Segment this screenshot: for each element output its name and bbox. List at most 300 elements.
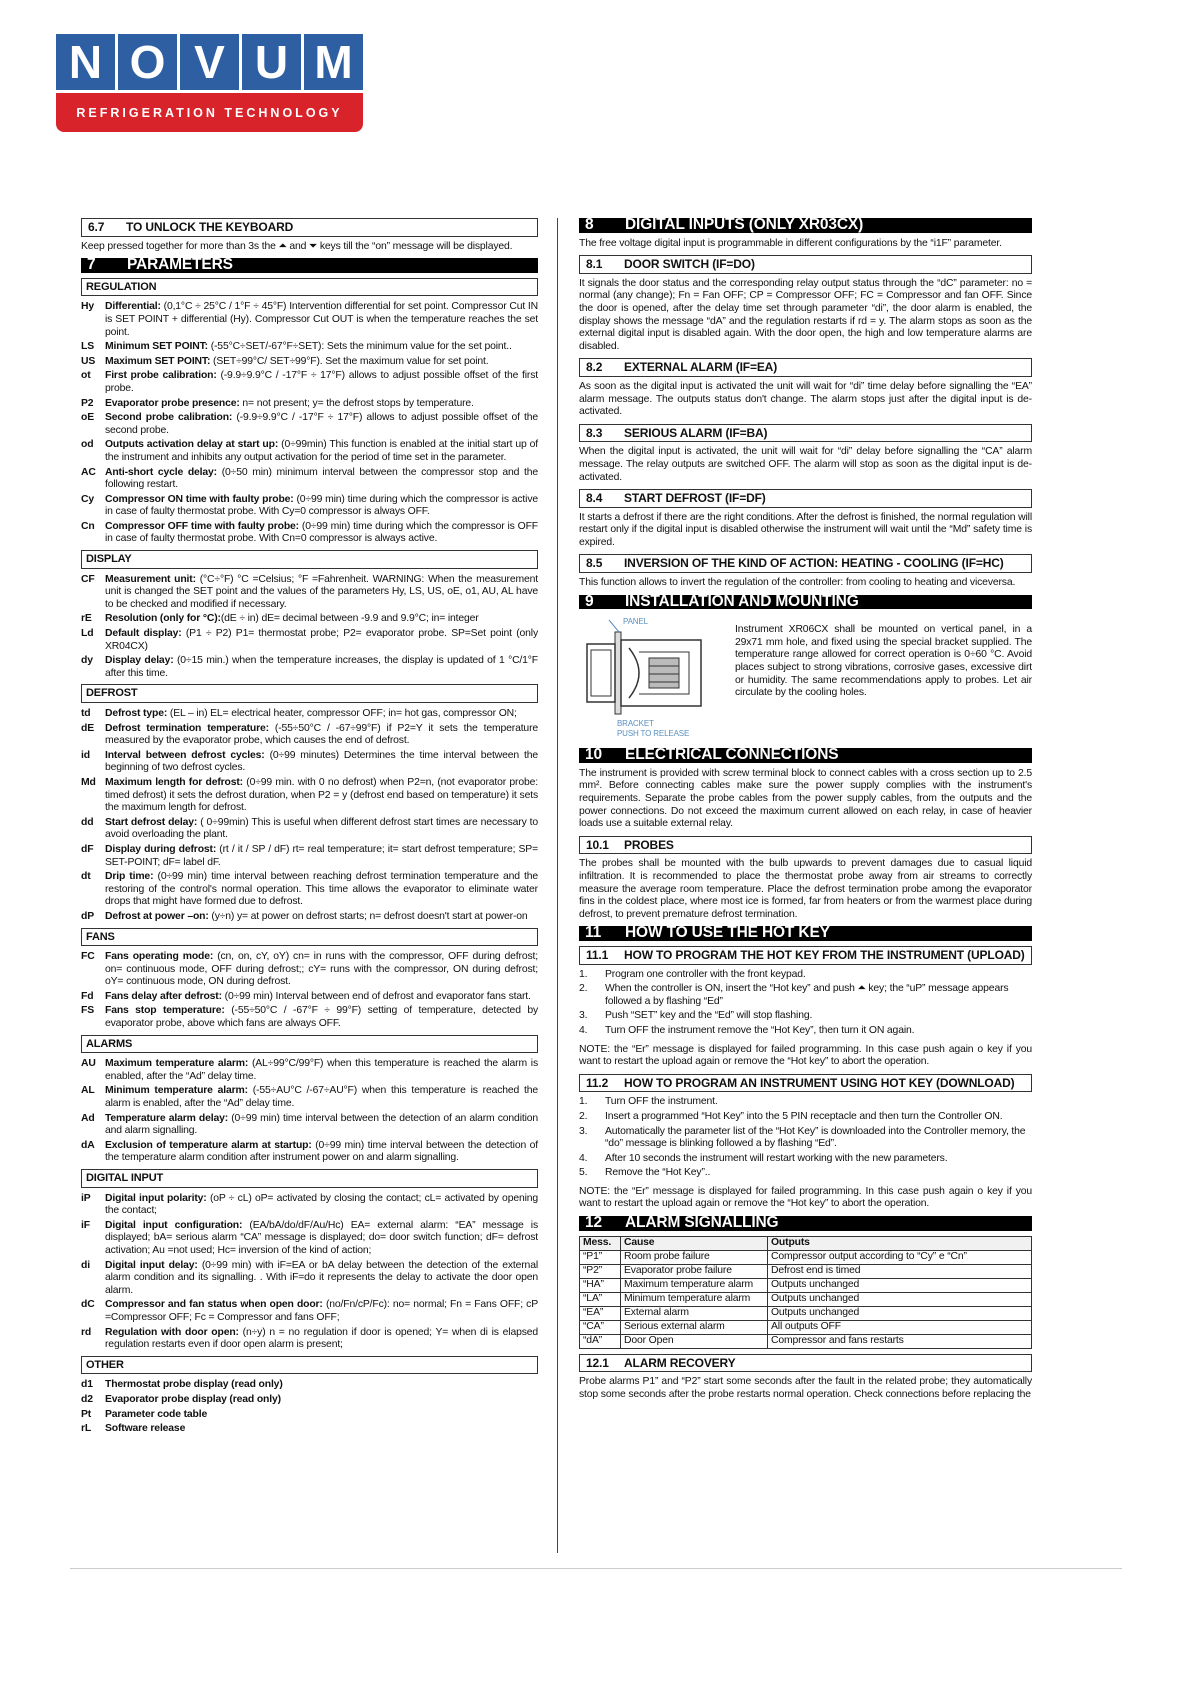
section-title: TO UNLOCK THE KEYBOARD	[126, 220, 294, 234]
param-row	[81, 911, 538, 924]
param-code: iP	[81, 1192, 91, 1204]
regulation-heading: REGULATION	[81, 278, 538, 297]
alarm-row	[580, 1264, 1032, 1278]
param-description	[105, 398, 538, 411]
logo-letter: O	[118, 34, 177, 90]
alarm-outputs: Defrost end is timed	[768, 1264, 1032, 1278]
param-code: Hy	[81, 301, 94, 313]
param-description	[105, 750, 538, 775]
param-detail: (rt / it / SP / dF) rt= real temperature; it= start defrost temperature; SP= SET-POINT; dF= label dF.	[105, 843, 538, 868]
param-description	[105, 723, 538, 748]
param-code: iF	[81, 1219, 90, 1231]
param-detail: (EL – in) EL= electrical heater, compressor OFF; in= hot gas, compressor ON;	[167, 708, 517, 719]
alarm-row	[580, 1320, 1032, 1334]
section-number: 7	[87, 256, 96, 274]
section-8-1-heading	[579, 255, 1032, 274]
param-description	[105, 1260, 538, 1298]
param-detail: (0÷99 min) time interval between reaching defrost termination temperature and the restoring of the control's normal operation. This time allows the evaporator to eliminate water drops that might have formed due to defrost.	[105, 871, 538, 908]
section-8-5-text: This function allows to invert the regulation of the controller: from cooling to heating and viceversa.	[579, 577, 1016, 589]
param-row	[81, 370, 538, 395]
param-detail: (no/Fn/cP/Fc): no= normal; Fn = Fans OFF; cP =Compressor OFF; Fc = Compressor and fans OFF;	[105, 1299, 538, 1323]
step-number: 5.	[579, 1167, 588, 1179]
param-detail: n= not present; y= the defrost stops by temperature.	[239, 397, 474, 409]
param-name: Fans stop temperature:	[105, 1005, 225, 1017]
param-code: id	[81, 749, 90, 761]
param-name: Display delay:	[105, 655, 174, 667]
step-number: 2.	[579, 1110, 588, 1122]
param-detail: (-55÷50°C / -67÷99°F) if P2=Y it sets the temperature measured by the evaporator probe, which causes the end of defrost.	[105, 722, 539, 747]
alarm-outputs: Compressor and fans restarts	[768, 1334, 1032, 1348]
column-divider	[557, 218, 558, 1553]
param-detail: (oP ÷ cL) oP= activated by closing the contact; cL= activated by opening the contact;	[105, 1192, 538, 1217]
alarm-message: “dA”	[580, 1334, 621, 1348]
logo-letter: M	[304, 34, 363, 90]
regulation-params	[81, 301, 538, 546]
step-text: Insert a programmed “Hot Key” into the 5 PIN receptacle and then turn the Controller ON.	[605, 1110, 1003, 1122]
alarm-message: “EA”	[580, 1306, 621, 1320]
section-8-2-heading	[579, 358, 1032, 377]
param-description	[105, 1058, 538, 1083]
fans-params	[81, 951, 538, 1031]
param-description	[105, 991, 538, 1004]
section-number: 8.4	[586, 491, 603, 506]
param-row	[81, 1409, 538, 1422]
param-description	[105, 1379, 538, 1392]
param-code: FS	[81, 1005, 94, 1017]
section-12-1-text: Probe alarms P1” and “P2” start some seconds after the fault in the related probe; they automatically stop some seconds after the probe restarts normal operation. Check connections before replacing the	[579, 1376, 1032, 1400]
param-name: Start defrost delay:	[105, 816, 198, 828]
param-name: Exclusion of temperature alarm at startup:	[105, 1139, 312, 1151]
param-detail: (cn, on, cY, oY) cn= in runs with the compressor, OFF during defrost; on= continuous mode, OFF during defrost;; cY= runs with the compressor, ON during defrost; oY= continuous mode, ON during defrost.	[105, 951, 538, 988]
param-description	[105, 1423, 538, 1436]
step-number: 3.	[579, 1125, 588, 1137]
alarm-message: “P2”	[580, 1264, 621, 1278]
param-name: Differential:	[105, 301, 161, 313]
param-row	[81, 1193, 538, 1218]
fans-heading: FANS	[81, 928, 538, 947]
alarm-row	[580, 1278, 1032, 1292]
param-row	[81, 521, 538, 546]
alarm-cause: Evaporator probe failure	[621, 1264, 768, 1278]
param-detail: (-55°C÷SET/-67°F÷SET): Sets the minimum value for the set point..	[207, 341, 512, 353]
alarm-cause: Serious external alarm	[621, 1320, 768, 1334]
novum-logo	[56, 34, 363, 132]
param-code: Cn	[81, 520, 95, 532]
param-detail: (0÷99min) This function is enabled at the initial start up of the instrument and inhibits any output activation for the period of time set in the parameter.	[105, 439, 538, 463]
param-detail: (°C÷°F) °C =Celsius; °F =Fahrenheit. WARNING: When the measurement unit is changed the SET point and the values of the parameters Hy, LS, US, oE, o1, AU, AL have to be checked and modified if necessary.	[105, 573, 538, 610]
figure-label-push: PUSH TO RELEASE	[617, 729, 690, 739]
param-description	[105, 844, 538, 869]
param-row	[81, 467, 538, 492]
param-name: Drip time:	[105, 871, 154, 883]
logo-letter: U	[242, 34, 301, 90]
param-detail: (0÷15 min.) when the temperature increases, the display is updated of 1 °C/1°F after this time.	[105, 655, 539, 679]
param-row	[81, 439, 538, 464]
param-row	[81, 398, 538, 411]
param-description	[105, 1193, 538, 1218]
param-description	[105, 911, 538, 924]
param-detail: (0÷99 min) time during which the compressor is active in case of faulty thermostat probe. With Cy=0 compressor is always OFF.	[105, 493, 538, 518]
param-description	[105, 574, 538, 612]
digital-input-heading: DIGITAL INPUT	[81, 1169, 538, 1188]
alarm-cause: Door Open	[621, 1334, 768, 1348]
param-code: dy	[81, 655, 93, 667]
param-code: AC	[81, 466, 96, 478]
alarm-table	[579, 1236, 1032, 1349]
param-detail: (0÷99 minutes) Determines the time interval between the beginning of two defrost cycles.	[105, 749, 538, 774]
alarm-outputs: All outputs OFF	[768, 1320, 1032, 1334]
param-name: Maximum SET POINT:	[105, 355, 211, 367]
param-code: Md	[81, 776, 96, 788]
param-name: Maximum temperature alarm:	[105, 1058, 249, 1070]
alarm-outputs: Outputs unchanged	[768, 1306, 1032, 1320]
param-code: dt	[81, 871, 91, 883]
digital-input-params	[81, 1193, 538, 1352]
header-outputs: Outputs	[768, 1236, 1032, 1250]
alarm-outputs: Outputs unchanged	[768, 1292, 1032, 1306]
upload-note: NOTE: the “Er” message is displayed for failed programming. In this case push again o key if you want to restart the upload again or remove the “Hot key” to abort the operation.	[579, 1043, 1032, 1068]
param-code: Ad	[81, 1112, 95, 1124]
param-name: Defrost at power –on:	[105, 910, 209, 922]
param-detail: (AL÷99°C/99°F) when this temperature is reached the alarm is enabled, after the “Ad” delay time.	[105, 1058, 538, 1082]
step-number: 3.	[579, 1010, 588, 1022]
param-code: d1	[81, 1379, 93, 1391]
step-item	[579, 1126, 1032, 1151]
param-row	[81, 723, 538, 748]
section-title: DOOR SWITCH (IF=DO)	[624, 257, 755, 272]
param-description	[105, 1220, 538, 1258]
param-code: Fd	[81, 990, 94, 1002]
left-column	[81, 218, 538, 1438]
param-row	[81, 356, 538, 369]
alarms-params	[81, 1058, 538, 1165]
logo-letter: V	[180, 34, 239, 90]
section-number: 8.2	[586, 360, 603, 375]
param-detail: (-9.9÷9.9°C / -17°F ÷ 17°F) allows to adjust possible offset of the first probe.	[105, 370, 538, 394]
param-row	[81, 1058, 538, 1083]
param-code: d2	[81, 1393, 93, 1405]
param-row	[81, 1423, 538, 1436]
step-number: 2.	[579, 983, 588, 995]
section-8-3-heading	[579, 424, 1032, 443]
param-detail: (-55÷AU°C /-67÷AU°F) when this temperature is reached the alarm is enabled, after the “Ad” delay time.	[105, 1085, 539, 1110]
param-description	[105, 494, 538, 519]
logo-tagline: REFRIGERATION TECHNOLOGY	[56, 93, 363, 132]
param-detail: (0÷99 min) time interval between the detection of an alarm condition and alarm signalling.	[105, 1112, 538, 1137]
param-code: US	[81, 355, 96, 367]
section-number: 6.7	[88, 220, 105, 234]
param-detail: (EA/bA/do/dF/Au/Hc) EA= external alarm: “EA” message is displayed; bA= serious alarm “CA” message is displayed; do= door switch function; dF= defrost activation; Au =not used; Hc= inversion of the kind of action;	[105, 1219, 538, 1256]
param-detail: (-55÷50°C / -67°F ÷ 99°F) setting of temperature, detected by evaporator probe, above which fans are always OFF.	[105, 1005, 538, 1030]
alarm-cause: External alarm	[621, 1306, 768, 1320]
alarm-message: “HA”	[580, 1278, 621, 1292]
param-description	[105, 708, 538, 721]
section-10-1-text: The probes shall be mounted with the bulb upwards to prevent damages due to casual liquid infiltration. It is recommended to place the thermostat probe away from air streams to correctly measure the average room temperature. Place the defrost termination probe among the evaporator fins in the coldest place, where most ice is formed, far from heaters or from the warmest place during defrost, to prevent premature defrost termination.	[579, 858, 1032, 920]
param-code: Cy	[81, 493, 94, 505]
param-detail: (0,1°C ÷ 25°C / 1°F ÷ 45°F) Intervention differential for set point. Compressor Cut IN is SET POINT + differential (Hy). Compressor Cut OUT is when the temperature reaches the set point.	[105, 301, 538, 338]
step-item	[579, 1010, 1032, 1023]
param-code: dE	[81, 722, 94, 734]
alarm-row	[580, 1306, 1032, 1320]
param-detail: (y÷n) y= at power on defrost starts; n= defrost doesn't start at power-on	[208, 910, 528, 922]
param-name: Minimum temperature alarm:	[105, 1085, 248, 1097]
section-9-text: Instrument XR06CX shall be mounted on vertical panel, in a 29x71 mm hole, and fixed using the special bracket supplied. The temperature range allowed for correct operation is 0÷60 °C. Avoid places subject to strong vibrations, corrosive gases, excessive dirt or humidity. The same recommendations apply to probes. Let air circulate by the cooling holes.	[735, 624, 1032, 699]
param-description	[105, 467, 538, 492]
step-text: When the controller is ON, insert the “Hot key” and push ⏶ key; the “uP” message appears followed a by flashing “Ed”	[605, 983, 1009, 1007]
alarm-message: “CA”	[580, 1320, 621, 1334]
param-detail: (0÷99 min) time interval between the detection of the temperature alarm condition after instrument power on and alarm signalling.	[105, 1139, 538, 1164]
section-10-heading	[579, 748, 1032, 763]
section-12-heading	[579, 1216, 1032, 1231]
param-description	[105, 951, 538, 989]
section-8-heading	[579, 218, 1032, 233]
param-row	[81, 1220, 538, 1258]
param-name: Outputs activation delay at start up:	[105, 439, 279, 451]
alarm-outputs: Outputs unchanged	[768, 1278, 1032, 1292]
step-item	[579, 1096, 1032, 1109]
step-item	[579, 969, 1032, 982]
param-name: Resolution (only for °C):	[105, 613, 221, 625]
param-row	[81, 494, 538, 519]
param-name: Defrost type:	[105, 708, 168, 719]
param-description	[105, 1394, 538, 1407]
param-row	[81, 655, 538, 680]
param-row	[81, 1394, 538, 1407]
section-8-4-text: It starts a defrost if there are the right conditions. After the defrost is finished, the normal regulation will restart only if the digital input is disabled otherwise the instrument will wait until the “Md” safety time is expired.	[579, 511, 1032, 548]
param-code: AU	[81, 1058, 96, 1070]
param-description	[105, 521, 538, 546]
param-detail: (-9.9÷9.9°C / -17°F ÷ 17°F) allows to adjust possible offset of the second probe.	[105, 412, 539, 436]
param-code: rL	[81, 1423, 92, 1435]
section-8-text: The free voltage digital input is programmable in different configurations by the “i1F” parameter.	[579, 237, 1002, 249]
param-description	[105, 370, 538, 395]
param-code: dA	[81, 1139, 95, 1151]
param-description	[105, 1409, 538, 1422]
section-number: 8	[585, 216, 594, 233]
section-title: HOW TO PROGRAM AN INSTRUMENT USING HOT KEY (DOWNLOAD)	[624, 1075, 1015, 1090]
param-row	[81, 1379, 538, 1392]
alarm-message: “P1”	[580, 1250, 621, 1264]
section-number: 11	[585, 924, 602, 942]
param-description	[105, 1140, 538, 1165]
param-description	[105, 439, 538, 464]
mounting-figure	[579, 614, 719, 742]
upload-steps	[579, 969, 1032, 1038]
defrost-params	[81, 708, 538, 924]
param-code: dd	[81, 816, 94, 828]
section-7-heading	[81, 258, 538, 273]
defrost-heading: DEFROST	[81, 684, 538, 703]
alarms-heading: ALARMS	[81, 1035, 538, 1054]
param-name: Maximum length for defrost:	[105, 776, 243, 788]
param-row	[81, 613, 538, 626]
section-11-heading	[579, 926, 1032, 941]
param-name: Interval between defrost cycles:	[105, 749, 265, 761]
step-item	[579, 1153, 1032, 1166]
section-title: ALARM RECOVERY	[624, 1355, 736, 1370]
param-description	[105, 613, 538, 626]
param-name: Anti-short cycle delay:	[105, 466, 217, 478]
param-detail: (0÷99 min) time during which the compressor is OFF in case of faulty thermostat probe. With Cn=0 compressor is always active.	[105, 520, 538, 545]
param-name: Defrost termination temperature:	[105, 722, 269, 734]
section-title: START DEFROST (IF=DF)	[624, 491, 766, 506]
param-description	[105, 356, 538, 369]
param-row	[81, 1005, 538, 1030]
param-name: Display during defrost:	[105, 843, 217, 855]
display-heading: DISPLAY	[81, 550, 538, 569]
param-code: LS	[81, 341, 94, 353]
param-code: CF	[81, 573, 95, 585]
step-item	[579, 983, 1032, 1008]
section-11-2-heading	[579, 1074, 1032, 1093]
param-code: dC	[81, 1299, 95, 1311]
section-title: ALARM SIGNALLING	[625, 1214, 779, 1232]
param-name: Temperature alarm delay:	[105, 1112, 229, 1124]
param-detail: (0÷99 min) with iF=EA or bA delay between the detection of the external alarm condition and its signalling. . With iF=do it represents the delay to activate the door open alarm.	[105, 1259, 538, 1296]
param-row	[81, 991, 538, 1004]
section-number: 9	[585, 592, 594, 610]
section-number: 10.1	[586, 837, 609, 852]
param-name: Regulation with door open:	[105, 1326, 239, 1338]
alarm-table-header	[580, 1236, 1032, 1250]
section-title: ELECTRICAL CONNECTIONS	[625, 746, 839, 764]
step-item	[579, 1167, 1032, 1180]
param-detail: (dE ÷ in) dE= decimal between -9.9 and 9.9°C; in= integer	[220, 613, 479, 625]
step-text: Push “SET” key and the “Ed” will stop flashing.	[605, 1010, 813, 1022]
section-number: 11.1	[586, 947, 609, 962]
section-title: INSTALLATION AND MOUNTING	[625, 592, 859, 610]
section-10-text: The instrument is provided with screw terminal block to connect cables with a cross section up to 2.5 mm². Before connecting cables make sure the power supply complies with the instrument's requirements. Separate the probe cables from the power supply cables, from the outputs and the power connections. Do not exceed the maximum current allowed on each relay, in case of heavier loads use a suitable external relay.	[579, 767, 1032, 830]
param-name: Thermostat probe display (read only)	[105, 1379, 283, 1391]
param-name: Compressor and fan status when open door:	[105, 1299, 323, 1311]
step-item	[579, 1111, 1032, 1124]
alarm-cause: Minimum temperature alarm	[621, 1292, 768, 1306]
section-number: 12	[585, 1214, 602, 1232]
param-code: Pt	[81, 1408, 92, 1420]
param-detail: (0÷99 min) Interval between end of defrost and evaporator fans start.	[221, 990, 531, 1002]
section-8-3-text: When the digital input is activated, the unit will wait for “di” delay before signalling the “CA” alarm message. The relay outputs are switched OFF. The alarm will stop as soon as the digital input is de-activated.	[579, 446, 1032, 483]
step-item	[579, 1025, 1032, 1038]
param-description	[105, 1299, 538, 1324]
section-8-5-heading	[579, 554, 1032, 573]
section-title: DIGITAL INPUTS (ONLY XR03CX)	[625, 216, 864, 233]
param-detail: ( 0÷99min) This is useful when different defrost start times are necessary to avoid overloading the plant.	[105, 816, 538, 841]
right-column	[579, 218, 1032, 1406]
param-code: td	[81, 708, 91, 719]
download-note: NOTE: the “Er” message is displayed for failed programming. In this case push again o key if you want to restart the upload again or remove the “Hot key” to abort the operation.	[579, 1185, 1032, 1210]
section-number: 8.3	[586, 425, 603, 440]
param-description	[105, 777, 538, 815]
step-number: 1.	[579, 1096, 588, 1108]
param-detail: (P1 ÷ P2) P1= thermostat probe; P2= evaporator probe. SP=Set point (only XR04CX)	[105, 628, 538, 652]
other-heading: OTHER	[81, 1356, 538, 1375]
param-name: Parameter code table	[105, 1408, 208, 1420]
header-mess: Mess.	[580, 1236, 621, 1250]
param-row	[81, 301, 538, 339]
section-8-2-text: As soon as the digital input is activated the unit will wait for “di” time delay before signalling the “EA” alarm message. The outputs status don't change. The alarm stops just after the digital input is de-activated.	[579, 380, 1032, 418]
param-row	[81, 1085, 538, 1110]
param-code: dP	[81, 910, 94, 922]
param-name: Measurement unit:	[105, 573, 196, 585]
step-number: 1.	[579, 968, 588, 980]
header-cause: Cause	[621, 1236, 768, 1250]
param-name: Minimum SET POINT:	[105, 341, 208, 353]
section-number: 8.5	[586, 556, 603, 571]
section-title: INVERSION OF THE KIND OF ACTION: HEATING - COOLING (IF=HC)	[624, 556, 1004, 571]
param-row	[81, 844, 538, 869]
param-description	[105, 655, 538, 680]
logo-letter: N	[56, 34, 115, 90]
param-row	[81, 628, 538, 653]
section-title: SERIOUS ALARM (IF=BA)	[624, 425, 768, 440]
param-code: di	[81, 1259, 90, 1271]
param-description	[105, 412, 538, 437]
section-number: 11.2	[586, 1075, 609, 1090]
display-params	[81, 574, 538, 681]
param-name: Digital input delay:	[105, 1259, 198, 1271]
param-detail: (0÷99 min. with 0 no defrost) when P2=n, (not evaporator probe: timed defrost) it sets the defrost duration, when P2 = y (defrost end based on temperature) it sets the maximum length for defrost.	[105, 776, 538, 814]
param-row	[81, 1260, 538, 1298]
param-name: Compressor OFF time with faulty probe:	[105, 520, 299, 532]
section-12-1-heading	[579, 1354, 1032, 1373]
param-row	[81, 871, 538, 909]
step-text: Automatically the parameter list of the “Hot Key” is downloaded into the Controller memory, the “do” message is blinking followed a by flashing “Ed”.	[605, 1125, 1026, 1150]
param-description	[105, 871, 538, 909]
section-6-7-text: Keep pressed together for more than 3s the ⏶ and ⏷ keys till the “on” message will be displayed.	[81, 240, 513, 252]
param-description	[105, 1113, 538, 1138]
step-number: 4.	[579, 1152, 588, 1164]
section-title: HOW TO PROGRAM THE HOT KEY FROM THE INSTRUMENT (UPLOAD)	[624, 947, 1025, 962]
param-row	[81, 777, 538, 815]
param-description	[105, 628, 538, 653]
param-code: Ld	[81, 628, 94, 640]
param-code: AL	[81, 1085, 95, 1097]
alarm-cause: Maximum temperature alarm	[621, 1278, 768, 1292]
param-code: dF	[81, 843, 94, 855]
section-10-1-heading	[579, 836, 1032, 855]
param-row	[81, 750, 538, 775]
section-11-1-heading	[579, 946, 1032, 965]
param-description	[105, 1327, 538, 1352]
param-detail: (n÷y) n = no regulation if door is opened; Y= when di is elapsed regulation restarts even if door open alarm is present;	[105, 1326, 539, 1351]
section-6-7-heading	[81, 218, 538, 237]
param-name: Digital input polarity:	[105, 1192, 207, 1204]
step-text: After 10 seconds the instrument will restart working with the new parameters.	[605, 1152, 948, 1164]
param-name: Default display:	[105, 628, 182, 640]
alarm-message: “LA”	[580, 1292, 621, 1306]
logo-letters	[56, 34, 363, 90]
param-description	[105, 301, 538, 339]
param-name: Evaporator probe display (read only)	[105, 1393, 281, 1405]
param-code: rE	[81, 613, 92, 625]
section-title: EXTERNAL ALARM (IF=EA)	[624, 360, 778, 375]
param-description	[105, 1005, 538, 1030]
section-title: PROBES	[624, 837, 674, 852]
param-code: od	[81, 439, 94, 451]
param-detail: (SET÷99°C/ SET÷99°F). Set the maximum value for set point.	[210, 355, 489, 367]
param-row	[81, 1299, 538, 1324]
step-text: Remove the “Hot Key”..	[605, 1167, 711, 1179]
alarm-row	[580, 1292, 1032, 1306]
other-params	[81, 1379, 538, 1435]
alarm-outputs: Compressor output according to “Cy” e “Cn”	[768, 1250, 1032, 1264]
section-title: HOW TO USE THE HOT KEY	[625, 924, 830, 942]
param-row	[81, 1327, 538, 1352]
param-row	[81, 1113, 538, 1138]
param-detail: (0÷50 min) minimum interval between the compressor stop and the following restart.	[105, 466, 538, 491]
installation-block	[579, 614, 1032, 742]
param-code: oE	[81, 412, 94, 424]
